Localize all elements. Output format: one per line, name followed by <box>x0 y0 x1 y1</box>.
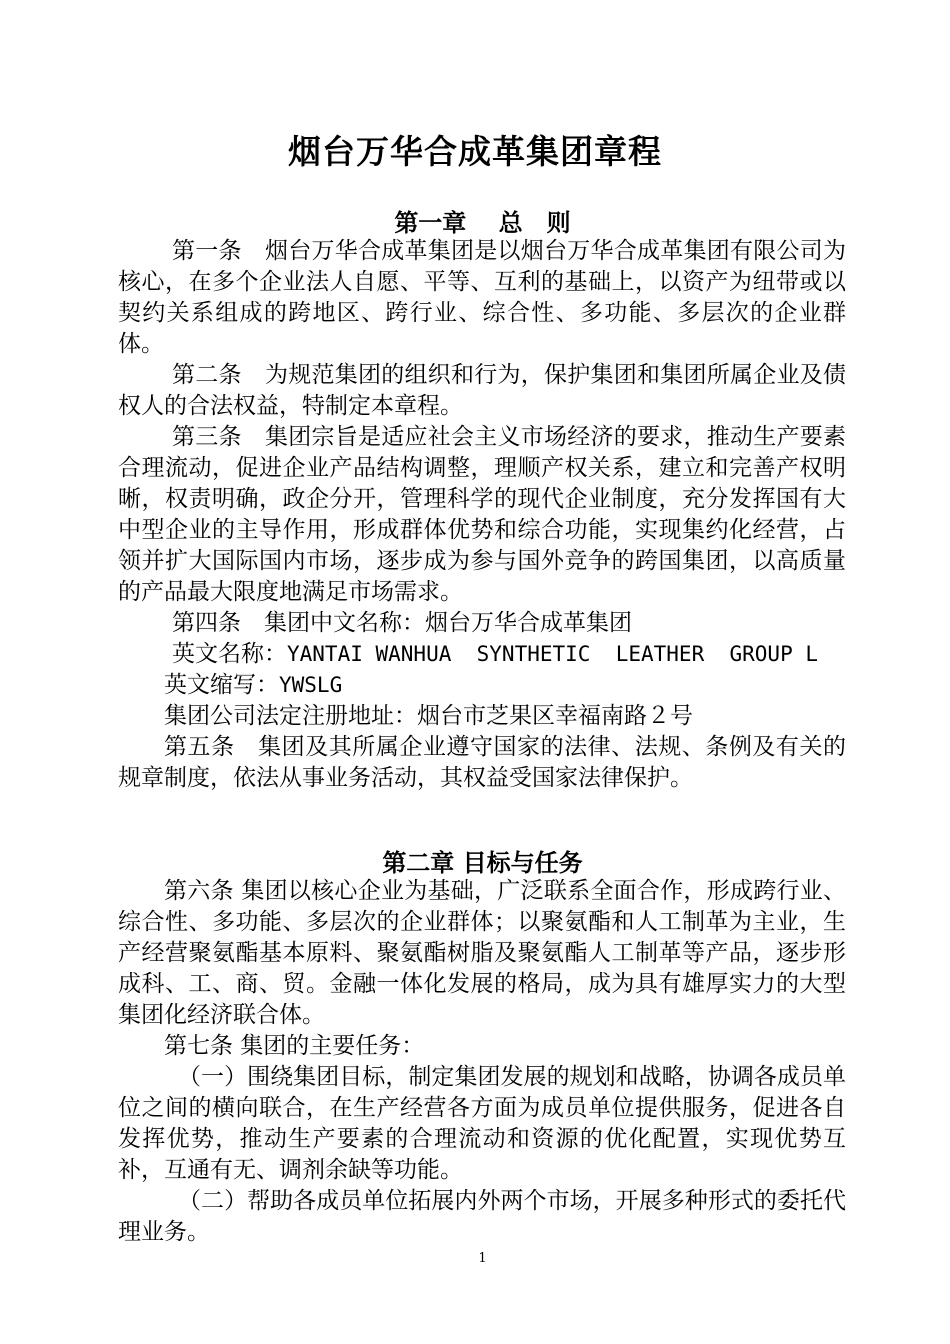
chapter-1-body <box>118 236 846 794</box>
task-2: （二）帮助各成员单位拓展内外两个市场，开展多种形式的委托代理业务。 <box>118 1188 846 1245</box>
article-7: 第七条 集团的主要任务： <box>164 1033 425 1059</box>
registered-address: 集团公司法定注册地址：烟台市芝果区幸福南路２号 <box>164 703 693 729</box>
english-name-label: 英文名称： <box>172 641 287 667</box>
chapter-2-heading: 第二章 目标与任务 <box>382 848 583 877</box>
english-name-value: YANTAI WANHUA SYNTHETIC LEATHER GROUP L <box>287 642 819 666</box>
article-5: 第五条 集团及其所属企业遵守国家的法律、法规、条例及有关的规章制度，依法从事业务活动，其权益受国家法律保护。 <box>118 734 846 791</box>
article-3: 第三条 集团宗旨是适应社会主义市场经济的要求，推动生产要素合理流动，促进企业产品结构调整，理顺产权关系，建立和完善产权明晰，权责明确，政企分开，管理科学的现代企业制度，充分发挥国有大中型企业的主导作用，形成群体优势和综合功能，实现集约化经营，占领并扩大国际国内市场，逐步成为参与国外竞争的跨国集团，以高质量的产品最大限度地满足市场需求。 <box>118 424 846 605</box>
chapter-2-body <box>118 876 846 1248</box>
english-name-line <box>118 639 846 670</box>
english-abbr-label: 英文缩写： <box>164 672 279 698</box>
english-abbr-value: YWSLG <box>279 673 343 697</box>
page-number: 1 <box>478 1251 487 1266</box>
document-title: 烟台万华合成革集团章程 <box>288 132 662 171</box>
article-4: 第四条 集团中文名称：烟台万华合成革集团 <box>172 610 632 636</box>
english-abbr-line <box>118 670 846 701</box>
article-1: 第一条 烟台万华合成革集团是以烟台万华合成革集团有限公司为核心，在多个企业法人自愿、平等、互利的基础上，以资产为纽带或以契约关系组成的跨地区、跨行业、综合性、多功能、多层次的企业群体。 <box>118 238 846 357</box>
article-2: 第二条 为规范集团的组织和行为，保护集团和集团所属企业及债权人的合法权益，特制定本章程。 <box>118 362 846 419</box>
article-6: 第六条 集团以核心企业为基础，广泛联系全面合作，形成跨行业、综合性、多功能、多层次的企业群体；以聚氨酯和人工制革为主业，生产经营聚氨酯基本原料、聚氨酯树脂及聚氨酯人工制革等产品，逐步形成科、工、商、贸。金融一体化发展的格局，成为具有雄厚实力的大型集团化经济联合体。 <box>118 878 846 1028</box>
chapter-1-heading: 第一章 总 则 <box>394 208 571 237</box>
task-1: （一）围绕集团目标，制定集团发展的规划和战略，协调各成员单位之间的横向联合，在生产经营各方面为成员单位提供服务，促进各自发挥优势，推动生产要素的合理流动和资源的优化配置，实现优势互补，互通有无、调剂余缺等功能。 <box>118 1064 846 1183</box>
